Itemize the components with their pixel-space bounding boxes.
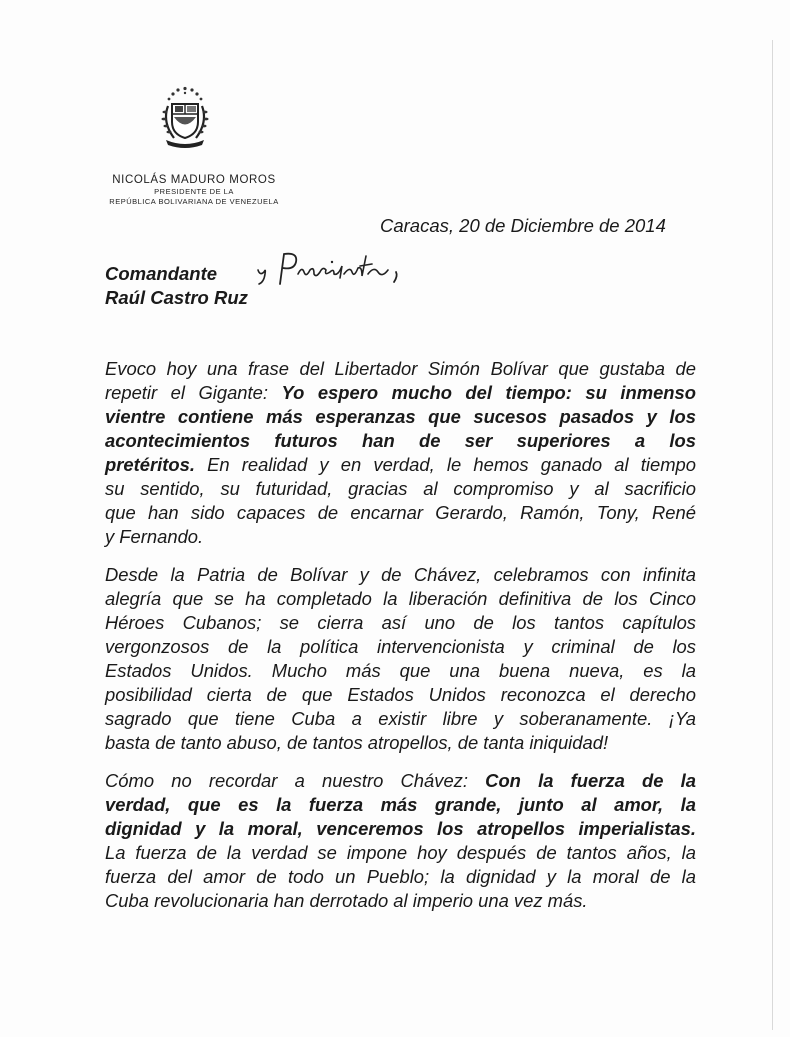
paragraph-line: posibilidad cierta de que Estados Unidos reconozca el derecho [105, 684, 696, 705]
paragraph-3 [105, 769, 696, 913]
salutation: Comandante [105, 263, 218, 284]
paragraph-line: pretéritos. En realidad y en verdad, le hemos ganado al tiempo [105, 454, 696, 475]
page-edge-divider [772, 40, 773, 1030]
paragraph-line: Héroes Cubanos; se cierra así uno de los tantos capítulos [105, 612, 696, 633]
paragraph-line: sagrado que tiene Cuba a existir libre y soberanamente. ¡Ya [105, 708, 696, 729]
paragraph-line: vientre contiene más esperanzas que sucesos pasados y los [105, 406, 696, 427]
paragraph-line: Evoco hoy una frase del Libertador Simón Bolívar que gustaba de [105, 358, 696, 379]
paragraph-2 [105, 563, 696, 755]
venezuela-coat-of-arms-icon [156, 84, 214, 150]
recipient-name: Raúl Castro Ruz [105, 287, 248, 308]
paragraph-line: repetir el Gigante: Yo espero mucho del tiempo: su inmenso [105, 382, 697, 403]
paragraph-line: verdad, que es la fuerza más grande, junto al amor, la [105, 794, 696, 815]
sender-block [84, 174, 304, 207]
paragraph-line: su sentido, su futuridad, gracias al compromiso y al sacrificio [105, 478, 696, 499]
handwritten-note [250, 248, 415, 288]
paragraph-line: dignidad y la moral, venceremos los atropellos imperialistas. [105, 818, 696, 839]
paragraph-line: Cuba revolucionaria han derrotado al imperio una vez más. [105, 890, 588, 911]
paragraph-1 [105, 357, 696, 549]
paragraph-line: basta de tanto abuso, de tantos atropellos, de tanta iniquidad! [105, 732, 609, 753]
dateline: Caracas, 20 de Diciembre de 2014 [380, 215, 666, 236]
sender-title: PRESIDENTE DE LA [154, 187, 234, 196]
paragraph-line: Desde la Patria de Bolívar y de Chávez, celebramos con infinita [105, 564, 696, 585]
recipient-block [105, 262, 248, 310]
paragraph-line: Estados Unidos. Mucho más que una buena nueva, es la [105, 660, 696, 681]
paragraph-line: Cómo no recordar a nuestro Chávez: Con la fuerza de la [105, 770, 696, 791]
paragraph-line: que han sido capaces de encarnar Gerardo, Ramón, Tony, René [105, 502, 696, 523]
paragraph-line: acontecimientos futuros han de ser superiores a los [105, 430, 696, 451]
paragraph-line: alegría que se ha completado la liberación definitiva de los Cinco [105, 588, 696, 609]
paragraph-line: y Fernando. [105, 526, 204, 547]
paragraph-line: fuerza del amor de todo un Pueblo; la dignidad y la moral de la [105, 866, 696, 887]
sender-country: REPÚBLICA BOLIVARIANA DE VENEZUELA [109, 197, 279, 206]
sender-name: NICOLÁS MADURO MOROS [112, 174, 276, 186]
paragraph-line: vergonzosos de la política intervencionista y criminal de los [105, 636, 696, 657]
paragraph-line: La fuerza de la verdad se impone hoy después de tantos años, la [105, 842, 696, 863]
